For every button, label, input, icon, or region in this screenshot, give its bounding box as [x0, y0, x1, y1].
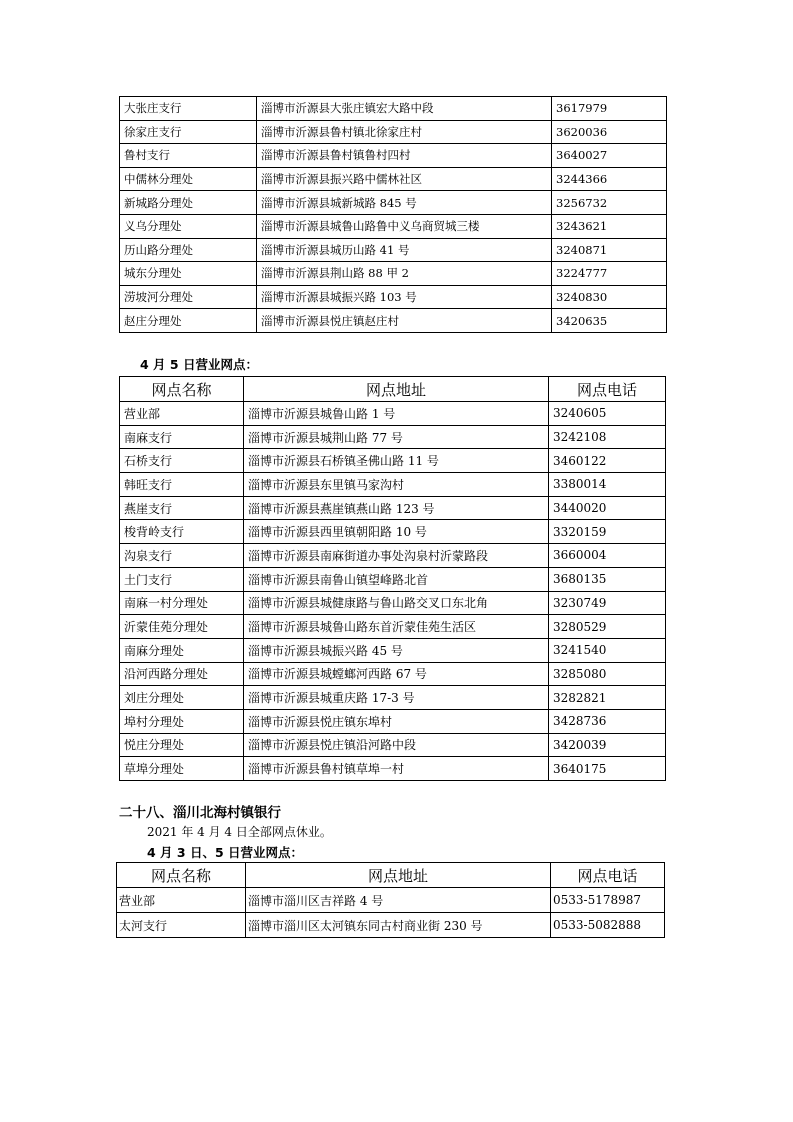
table-row	[120, 709, 666, 733]
header-address: 网点地址	[244, 377, 549, 402]
table-row	[120, 309, 667, 333]
table-row	[117, 913, 665, 938]
header-phone: 网点电话	[549, 377, 666, 402]
branch-name-cell: 沂蒙佳苑分理处	[120, 615, 244, 639]
branch-phone-cell: 3640175	[549, 757, 666, 781]
branch-address-cell: 淄博市沂源县城历山路 41 号	[257, 238, 552, 262]
branch-name-cell: 燕崖支行	[120, 496, 244, 520]
branch-address-cell: 淄博市沂源县城鲁山路鲁中义乌商贸城三楼	[257, 214, 552, 238]
branch-address-cell: 淄博市沂源县南麻街道办事处沟泉村沂蒙路段	[244, 544, 549, 568]
branch-address-cell: 淄博市沂源县南鲁山镇望峰路北首	[244, 567, 549, 591]
branch-name-cell: 赵庄分理处	[120, 309, 257, 333]
branch-phone-cell: 3244366	[552, 167, 667, 191]
branch-phone-cell: 3282821	[549, 686, 666, 710]
branch-phone-cell: 3241540	[549, 638, 666, 662]
branch-address-cell: 淄博市沂源县城荆山路 77 号	[244, 425, 549, 449]
branch-address-cell: 淄博市沂源县城鲁山路东首沂蒙佳苑生活区	[244, 615, 549, 639]
table-row	[120, 449, 666, 473]
table-row	[120, 214, 667, 238]
header-phone: 网点电话	[551, 863, 665, 888]
branch-name-cell: 徐家庄支行	[120, 120, 257, 144]
branch-address-cell: 淄博市沂源县悦庄镇赵庄村	[257, 309, 552, 333]
branch-phone-cell: 3617979	[552, 97, 667, 121]
branch-phone-cell: 3380014	[549, 473, 666, 497]
branch-name-cell: 城东分理处	[120, 262, 257, 286]
branch-name-cell: 中儒林分理处	[120, 167, 257, 191]
branch-name-cell: 草埠分理处	[120, 757, 244, 781]
branch-address-cell: 淄博市淄川区太河镇东同古村商业街 230 号	[246, 913, 551, 938]
branch-name-cell: 太河支行	[117, 913, 246, 938]
section-28-title: 二十八、淄川北海村镇银行	[119, 805, 281, 821]
branch-name-cell: 南麻一村分理处	[120, 591, 244, 615]
branch-name-cell: 土门支行	[120, 567, 244, 591]
section-28-heading: 4 月 3 日、5 日营业网点：	[147, 845, 304, 860]
apr5-branch-table	[119, 376, 666, 781]
branch-name-cell: 埠村分理处	[120, 709, 244, 733]
table-row	[120, 638, 666, 662]
branch-phone-cell: 3680135	[549, 567, 666, 591]
table-row	[120, 544, 666, 568]
branch-address-cell: 淄博市沂源县悦庄镇东埠村	[244, 709, 549, 733]
table-row	[120, 473, 666, 497]
branch-address-cell: 淄博市沂源县振兴路中儒林社区	[257, 167, 552, 191]
branch-address-cell: 淄博市沂源县西里镇朝阳路 10 号	[244, 520, 549, 544]
header-name: 网点名称	[120, 377, 244, 402]
branch-address-cell: 淄博市沂源县城鲁山路 1 号	[244, 402, 549, 426]
branch-address-cell: 淄博市沂源县城重庆路 17-3 号	[244, 686, 549, 710]
table-row	[120, 425, 666, 449]
branch-name-cell: 悦庄分理处	[120, 733, 244, 757]
branch-address-cell: 淄博市沂源县荆山路 88 甲 2	[257, 262, 552, 286]
table-row	[120, 733, 666, 757]
branch-name-cell: 营业部	[117, 888, 246, 913]
branch-name-cell: 义乌分理处	[120, 214, 257, 238]
branch-phone-cell: 3620036	[552, 120, 667, 144]
branch-phone-cell: 3428736	[549, 709, 666, 733]
table-row	[120, 757, 666, 781]
apr5-heading: 4 月 5 日营业网点：	[140, 357, 258, 372]
branch-name-cell: 沿河西路分理处	[120, 662, 244, 686]
branch-name-cell: 南麻分理处	[120, 638, 244, 662]
branch-phone-cell: 3660004	[549, 544, 666, 568]
table-row	[120, 567, 666, 591]
header-name: 网点名称	[117, 863, 246, 888]
branch-name-cell: 韩旺支行	[120, 473, 244, 497]
branch-address-cell: 淄博市沂源县城螳螂河西路 67 号	[244, 662, 549, 686]
branch-phone-cell: 3230749	[549, 591, 666, 615]
table-row	[120, 520, 666, 544]
table-row	[120, 285, 667, 309]
branch-phone-cell: 3640027	[552, 144, 667, 168]
header-address: 网点地址	[246, 863, 551, 888]
branch-address-cell: 淄博市沂源县城振兴路 103 号	[257, 285, 552, 309]
branch-phone-cell: 3242108	[549, 425, 666, 449]
table-row	[120, 238, 667, 262]
table-row	[120, 120, 667, 144]
branch-address-cell: 淄博市沂源县城新城路 845 号	[257, 191, 552, 215]
table-row	[120, 144, 667, 168]
branch-name-cell: 沟泉支行	[120, 544, 244, 568]
branch-phone-cell: 3280529	[549, 615, 666, 639]
branch-name-cell: 历山路分理处	[120, 238, 257, 262]
branch-phone-cell: 3420635	[552, 309, 667, 333]
branch-address-cell: 淄博市沂源县城振兴路 45 号	[244, 638, 549, 662]
table-row	[117, 888, 665, 913]
branch-phone-cell: 3285080	[549, 662, 666, 686]
table-row	[120, 591, 666, 615]
table-row	[120, 167, 667, 191]
branch-address-cell: 淄博市沂源县鲁村镇鲁村四村	[257, 144, 552, 168]
table-row	[120, 402, 666, 426]
branch-address-cell: 淄博市沂源县城健康路与鲁山路交叉口东北角	[244, 591, 549, 615]
branch-address-cell: 淄博市沂源县悦庄镇沿河路中段	[244, 733, 549, 757]
branch-phone-cell: 3240871	[552, 238, 667, 262]
table-row	[120, 686, 666, 710]
branch-phone-cell: 3420039	[549, 733, 666, 757]
branch-name-cell: 南麻支行	[120, 425, 244, 449]
branch-address-cell: 淄博市沂源县石桥镇圣佛山路 11 号	[244, 449, 549, 473]
branch-table-continued	[119, 96, 667, 333]
branch-phone-cell: 0533-5178987	[551, 888, 665, 913]
branch-name-cell: 石桥支行	[120, 449, 244, 473]
branch-address-cell: 淄博市沂源县燕崖镇燕山路 123 号	[244, 496, 549, 520]
section-28-note: 2021 年 4 月 4 日全部网点休业。	[147, 825, 332, 839]
branch-phone-cell: 3224777	[552, 262, 667, 286]
branch-name-cell: 鲁村支行	[120, 144, 257, 168]
table-row	[120, 615, 666, 639]
branch-phone-cell: 3460122	[549, 449, 666, 473]
branch-name-cell: 刘庄分理处	[120, 686, 244, 710]
branch-name-cell: 新城路分理处	[120, 191, 257, 215]
branch-phone-cell: 3240605	[549, 402, 666, 426]
branch-address-cell: 淄博市淄川区吉祥路 4 号	[246, 888, 551, 913]
branch-name-cell: 大张庄支行	[120, 97, 257, 121]
branch-phone-cell: 3243621	[552, 214, 667, 238]
branch-phone-cell: 3440020	[549, 496, 666, 520]
branch-name-cell: 梭背岭支行	[120, 520, 244, 544]
branch-phone-cell: 3256732	[552, 191, 667, 215]
table-row	[120, 191, 667, 215]
branch-phone-cell: 3320159	[549, 520, 666, 544]
branch-phone-cell: 3240830	[552, 285, 667, 309]
branch-address-cell: 淄博市沂源县大张庄镇宏大路中段	[257, 97, 552, 121]
branch-name-cell: 涝坡河分理处	[120, 285, 257, 309]
branch-address-cell: 淄博市沂源县东里镇马家沟村	[244, 473, 549, 497]
branch-name-cell: 营业部	[120, 402, 244, 426]
branch-address-cell: 淄博市沂源县鲁村镇草埠一村	[244, 757, 549, 781]
section-28-branch-table	[116, 862, 665, 938]
branch-phone-cell: 0533-5082888	[551, 913, 665, 938]
table-row	[120, 97, 667, 121]
table-row	[120, 662, 666, 686]
table-row	[120, 262, 667, 286]
table-row	[120, 496, 666, 520]
branch-address-cell: 淄博市沂源县鲁村镇北徐家庄村	[257, 120, 552, 144]
